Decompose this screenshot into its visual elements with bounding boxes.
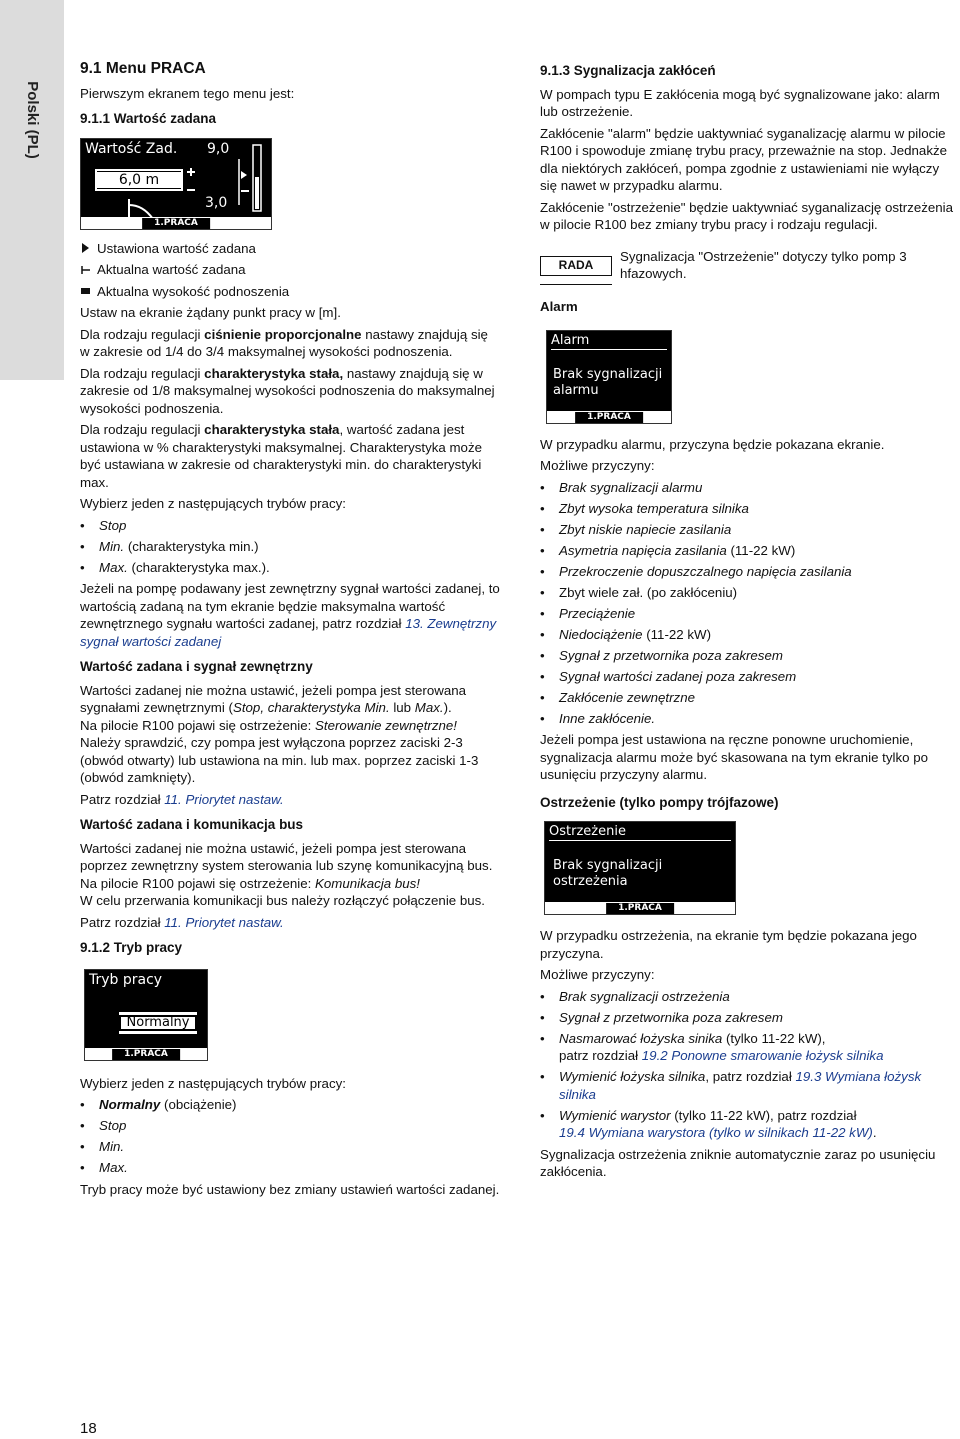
list-item: • Sygnał wartości zadanej poza zakresem [540, 668, 958, 686]
link-chapter-11[interactable]: 11. Priorytet nastaw. [164, 914, 284, 930]
paragraph-see-11-b: Patrz rozdział 11. Priorytet nastaw. [80, 914, 284, 930]
heading-external-signal: Wartość zadana i sygnał zewnętrzny [80, 659, 313, 674]
paragraph-alarm-cause: W przypadku alarmu, przyczyna będzie pokazana ekranie. [540, 436, 885, 452]
list-item: • Stop [80, 517, 500, 535]
lcd-line: ostrzeżenia [553, 874, 628, 889]
paragraph-proportional: Dla rodzaju regulacji ciśnienie proporcjonalne nastawy znajdują się w zakresie od 1/4 do 3/4 maksymalnej wysokości podnoszenia. [80, 326, 488, 359]
lcd-line: Brak sygnalizacji [553, 858, 663, 873]
alarm-cause-list [540, 479, 958, 728]
lcd-title: Ostrzeżenie [549, 824, 626, 839]
paragraph-constant-2: Dla rodzaju regulacji charakterystyka stała, wartość zadana jest ustawiona w % charakterystyki maksymalnej. Charakterystyka może być ustawiana w zakresie od charakterystyki min. do charakterystyki max. [80, 422, 482, 490]
right-column [540, 58, 958, 1185]
list-item: • Zbyt wiele zał. (po zakłóceniu) [540, 584, 958, 602]
legend-actual-head [80, 283, 500, 301]
left-column [80, 58, 500, 1202]
link-chapter-11[interactable]: 11. Priorytet nastaw. [164, 791, 284, 807]
paragraph-possible-causes: Możliwe przyczyny: [540, 458, 655, 473]
intro-text: Pierwszym ekranem tego menu jest: [80, 85, 295, 101]
lcd-menu-bar [547, 411, 671, 423]
paragraph-reset: Jeżeli pompa jest ustawiona na ręczne ponowne uruchomienie, sygnalizacja alarmu może być skasowana na tym ekranie tylko po usunięciu przyczyny alarmu. [540, 732, 929, 782]
lcd-menu-label: 1.PRACA [606, 903, 674, 914]
lcd-line: Brak sygnalizacji [553, 366, 663, 382]
legend-actual-set-value [80, 261, 500, 279]
lcd-title: Wartość Zad. [85, 140, 178, 157]
paragraph-warning-end: Sygnalizacja ostrzeżenia zniknie automatycznie zaraz po usunięciu zakłócenia. [540, 1146, 936, 1179]
list-item: • Zbyt wysoka temperatura silnika [540, 500, 958, 518]
lcd-menu-label: 1.PRACA [142, 218, 210, 229]
alarm-label: Alarm [540, 298, 578, 314]
list-item: • Zakłócenie zewnętrzne [540, 689, 958, 707]
list-item: • Wymienić łożyska silnika, patrz rozdział 19.3 Wymiana łożysk silnika [540, 1068, 958, 1103]
lcd-warning-screen [544, 821, 736, 915]
list-item: • Przekroczenie dopuszczalnego napięcia zasilania [540, 563, 958, 581]
lcd-separator [551, 349, 667, 350]
paragraph-choose-mode-2: Wybierz jeden z następujących trybów pracy: [80, 1075, 346, 1091]
lcd-separator [549, 840, 731, 841]
lcd-setpoint-min: 3,0 [205, 194, 228, 211]
triangle-marker-icon [80, 242, 92, 254]
lcd-setpoint-max: 9,0 [207, 140, 230, 157]
list-item: • Nasmarować łożyska sinika (tylko 11-22 kW), patrz rozdział 19.2 Ponowne smarowanie łożysk silnika [540, 1030, 958, 1065]
heading-warning: Ostrzeżenie (tylko pompy trójfazowe) [540, 794, 779, 810]
paragraph-types: W pompach typu E zakłócenia mogą być sygnalizowane jako: alarm lub ostrzeżenie. [540, 86, 940, 119]
paragraph-external-control: Wartości zadanej nie można ustawić, jeżeli pompa jest sterowana sygnałami zewnętrznymi (Stop, charakterystyka Min. lub Max.). Na pilocie R100 pojawi się ostrzeżenie: Sterowanie zewnętrzne! Należy sprawdzić, czy pompa jest wyłączona poprzez zaciski 2-3 (obwód otwarty) lub ustawiona na min. lub max. poprzez zaciski 1-3 (obwód zamknięty). [80, 682, 479, 785]
hint-block [540, 248, 958, 320]
legend-label: Aktualna wartość zadana [97, 262, 246, 277]
paragraph-constant-1: Dla rodzaju regulacji charakterystyka stała, nastawy znajdują się w zakresie od 1/8 maksymalnej wysokości podnoszenia do maksymalnej wysokości podnoszenia. [80, 365, 495, 416]
link-chapter-19-4[interactable]: 19.4 Wymiana warystora (tylko w silnikach 11-22 kW) [559, 1125, 873, 1140]
paragraph-alarm-desc: Zakłócenie "alarm" będzie uaktywniać syganalizację alarmu w pilocie R100 i spowoduje zmianę trybu pracy, przeważnie na stop. Jednakże dla niektórych zakłóceń, pompa zgodnie z ustawieniami nie wyłączy się nawet w przypadku alarmu. [540, 125, 948, 193]
lcd-mode-screen [84, 969, 208, 1061]
list-item: • Inne zakłócenie. [540, 710, 958, 728]
legend-label: Aktualna wysokość podnoszenia [97, 283, 290, 299]
lcd-title: Alarm [551, 332, 590, 348]
list-item: • Sygnał z przetwornika poza zakresem [540, 647, 958, 665]
lcd-alarm-screen [546, 330, 672, 424]
list-item: • Wymienić warystor (tylko 11-22 kW), patrz rozdział 19.4 Wymiana warystora (tylko w silnikach 11-22 kW). [540, 1107, 958, 1142]
list-item: • Max. [80, 1159, 500, 1177]
paragraph-possible-causes-2: Możliwe przyczyny: [540, 967, 655, 982]
list-item: • Normalny (obciążenie) [80, 1096, 500, 1114]
paragraph-choose-mode: Wybierz jeden z następujących trybów pracy: [80, 496, 346, 511]
bar-marker-icon [80, 285, 92, 297]
heading-9-1-3: 9.1.3 Sygnalizacja zakłóceń [540, 63, 716, 78]
link-chapter-19-3[interactable]: 19.3 Wymiana łożysk silnika [559, 1069, 922, 1102]
lcd-menu-label: 1.PRACA [575, 412, 643, 423]
list-item: • Asymetria napięcia zasilania (11-22 kW) [540, 542, 958, 560]
list-item: • Min. (charakterystyka min.) [80, 538, 500, 556]
list-item: • Max. (charakterystyka max.). [80, 559, 500, 577]
list-item: • Niedociążenie (11-22 kW) [540, 626, 958, 644]
lcd-value-box [119, 1012, 197, 1034]
lcd-line: alarmu [553, 382, 599, 398]
lcd-setpoint-screen [80, 138, 272, 230]
mode-list [80, 517, 500, 577]
heading-bus: Wartość zadana i komunikacja bus [80, 817, 304, 832]
heading-9-1-1: 9.1.1 Wartość zadana [80, 111, 217, 126]
heading-9-1: 9.1 Menu PRACA [80, 60, 206, 77]
lcd-value: 6,0 m [97, 172, 181, 188]
paragraph-warning-cause: W przypadku ostrzeżenia, na ekranie tym będzie pokazana jego przyczyna. [540, 928, 917, 961]
paragraph-set-point: Ustaw na ekranie żądany punkt pracy w [m]. [80, 305, 341, 320]
hint-text: Sygnalizacja "Ostrzeżenie" dotyczy tylko pomp 3 hfazowych. [620, 248, 907, 281]
list-item: • Brak sygnalizacji ostrzeżenia [540, 988, 958, 1006]
list-item: • Sygnał z przetwornika poza zakresem [540, 1009, 958, 1027]
link-chapter-19-2[interactable]: 19.2 Ponowne smarowanie łożysk silnika [641, 1048, 884, 1063]
sidebar-language-label: Polski (PL) [23, 81, 41, 159]
paragraph-bus: Wartości zadanej nie można ustawić, jeżeli pompa jest sterowana poprzez zewnętrzny system sterowania lub szynę komunikacyjną bus. Na pilocie R100 pojawi się ostrzeżenie: Komunikacja bus! W celu przerwania komunikacji bus należy rozłączyć połączenie bus. [80, 840, 493, 908]
hint-divider [540, 284, 612, 285]
paragraph-warning-desc: Zakłócenie "ostrzeżenie" będzie uaktywniać syganalizację ostrzeżenia w pilocie R100 bez zmiany trybu pracy i rodzaju regulacji. [540, 199, 953, 232]
lcd-title: Tryb pracy [89, 971, 163, 988]
paragraph-mode-note: Tryb pracy może być ustawiony bez zmiany ustawień wartości zadanej. [80, 1181, 500, 1197]
heading-9-1-2: 9.1.2 Tryb pracy [80, 940, 183, 955]
mode-list-2 [80, 1096, 500, 1177]
legend-set-value [80, 240, 500, 258]
list-item: • Stop [80, 1117, 500, 1135]
lcd-menu-bar [85, 1048, 207, 1060]
lcd-menu-bar [545, 902, 735, 914]
list-item: • Brak sygnalizacji alarmu [540, 479, 958, 497]
lcd-menu-bar [81, 217, 271, 229]
lcd-value: Normalny [119, 1015, 197, 1031]
paragraph-see-11: Patrz rozdział 11. Priorytet nastaw. [80, 791, 284, 807]
page-number: 18 [80, 1420, 97, 1437]
tick-marker-icon [80, 264, 92, 276]
lcd-menu-label: 1.PRACA [112, 1049, 180, 1060]
list-item: • Min. [80, 1138, 500, 1156]
hint-badge: RADA [540, 256, 612, 276]
warning-cause-list [540, 988, 958, 1142]
list-item: • Zbyt niskie napiecie zasilania [540, 521, 958, 539]
legend-label: Ustawiona wartość zadana [97, 240, 256, 256]
list-item: • Przeciążenie [540, 605, 958, 623]
link-chapter-13[interactable]: 13. Zewnętrzny sygnał wartości zadanej [80, 616, 497, 649]
sidebar [0, 0, 64, 380]
paragraph-external-signal: Jeżeli na pompę podawany jest zewnętrzny sygnał wartości zadanej, to wartością zadaną na tym ekranie będzie maksymalna wartość zewnętrznego sygnału wartości zadanej, patrz rozdział 13. Zewnętrzny sygnał wartości zadanej [80, 581, 500, 649]
